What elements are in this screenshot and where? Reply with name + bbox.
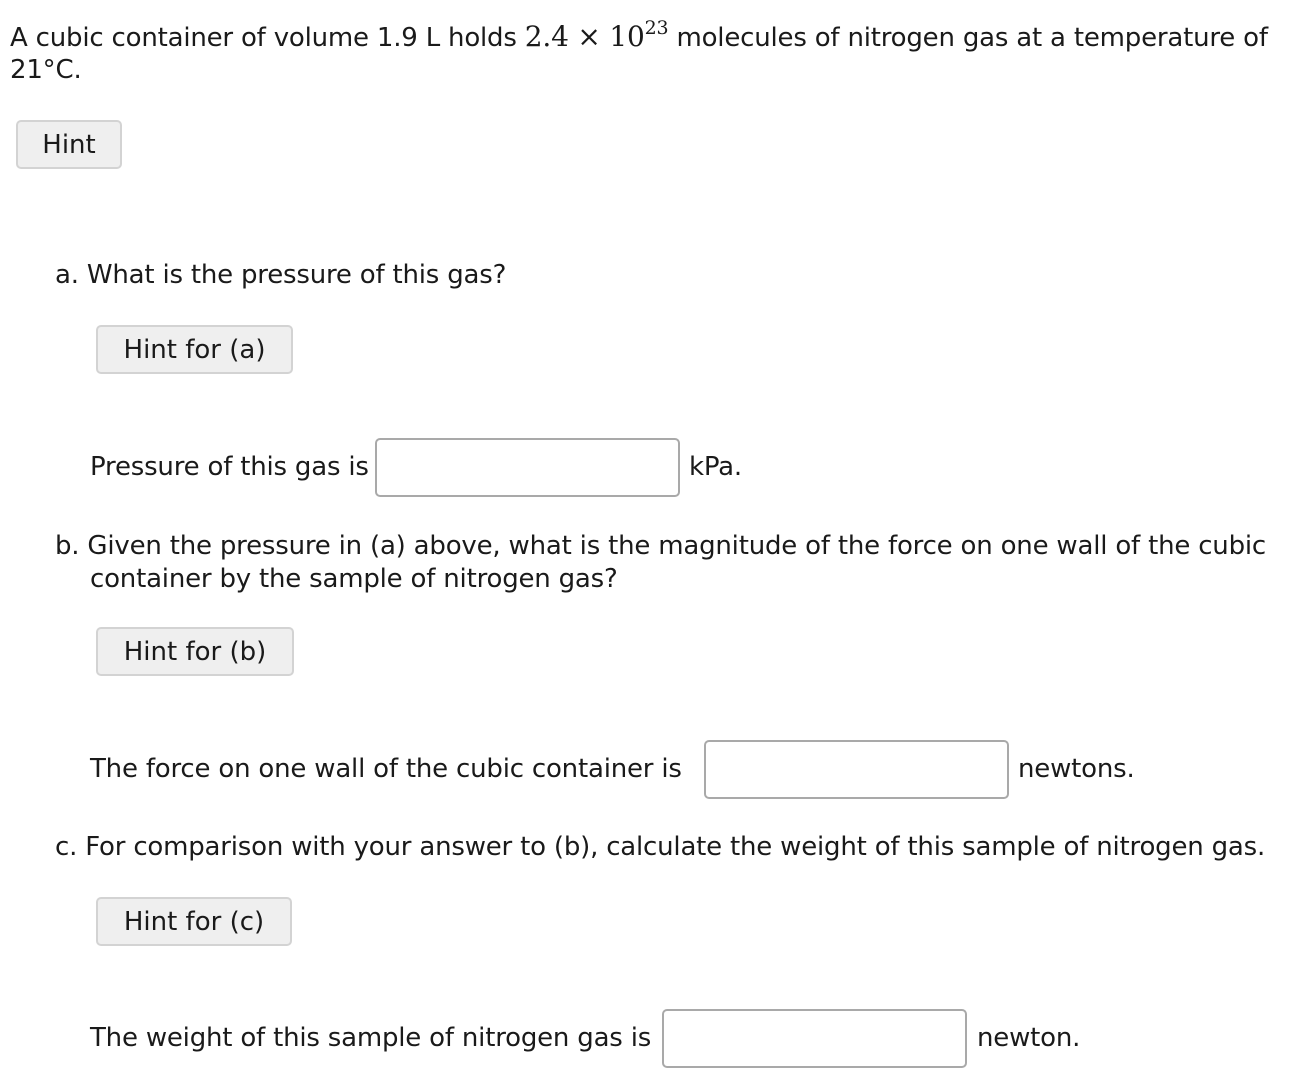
part-b-answer-prefix: The force on one wall of the cubic container is [90,754,682,784]
part-c-question: c. For comparison with your answer to (b), calculate the weight of this sample of nitrogen gas. [55,832,1266,862]
hint-c-button[interactable]: Hint for (c) [96,897,292,946]
math-expression [524,16,669,53]
problem-statement-line2: 21°C. [10,55,82,85]
part-b-question-line2: container by the sample of nitrogen gas? [90,564,618,594]
part-a-answer-unit: kPa. [689,452,742,482]
part-a-question: a. What is the pressure of this gas? [55,260,507,290]
part-c-answer-prefix: The weight of this sample of nitrogen gas is [90,1023,652,1053]
part-a-answer-prefix: Pressure of this gas is [90,452,369,482]
hint-b-button[interactable]: Hint for (b) [96,627,294,676]
problem-statement-line1 [10,16,1268,55]
math-times: × [577,20,601,53]
problem-text-after: molecules of nitrogen gas at a temperature of [668,23,1268,53]
force-input[interactable] [704,740,1009,799]
math-exponent: 23 [644,16,669,39]
part-b-question-line1: b. Given the pressure in (a) above, what is the magnitude of the force on one wall of the cubic [55,531,1266,561]
part-b-answer-unit: newtons. [1018,754,1135,784]
weight-input[interactable] [662,1009,967,1068]
hint-a-button[interactable]: Hint for (a) [96,325,293,374]
math-base: 10 [609,20,645,53]
hint-button[interactable]: Hint [16,120,122,169]
pressure-input[interactable] [375,438,680,497]
math-coefficient: 2.4 [524,20,569,53]
part-c-answer-unit: newton. [977,1023,1081,1053]
problem-text-before: A cubic container of volume 1.9 L holds [10,23,525,53]
